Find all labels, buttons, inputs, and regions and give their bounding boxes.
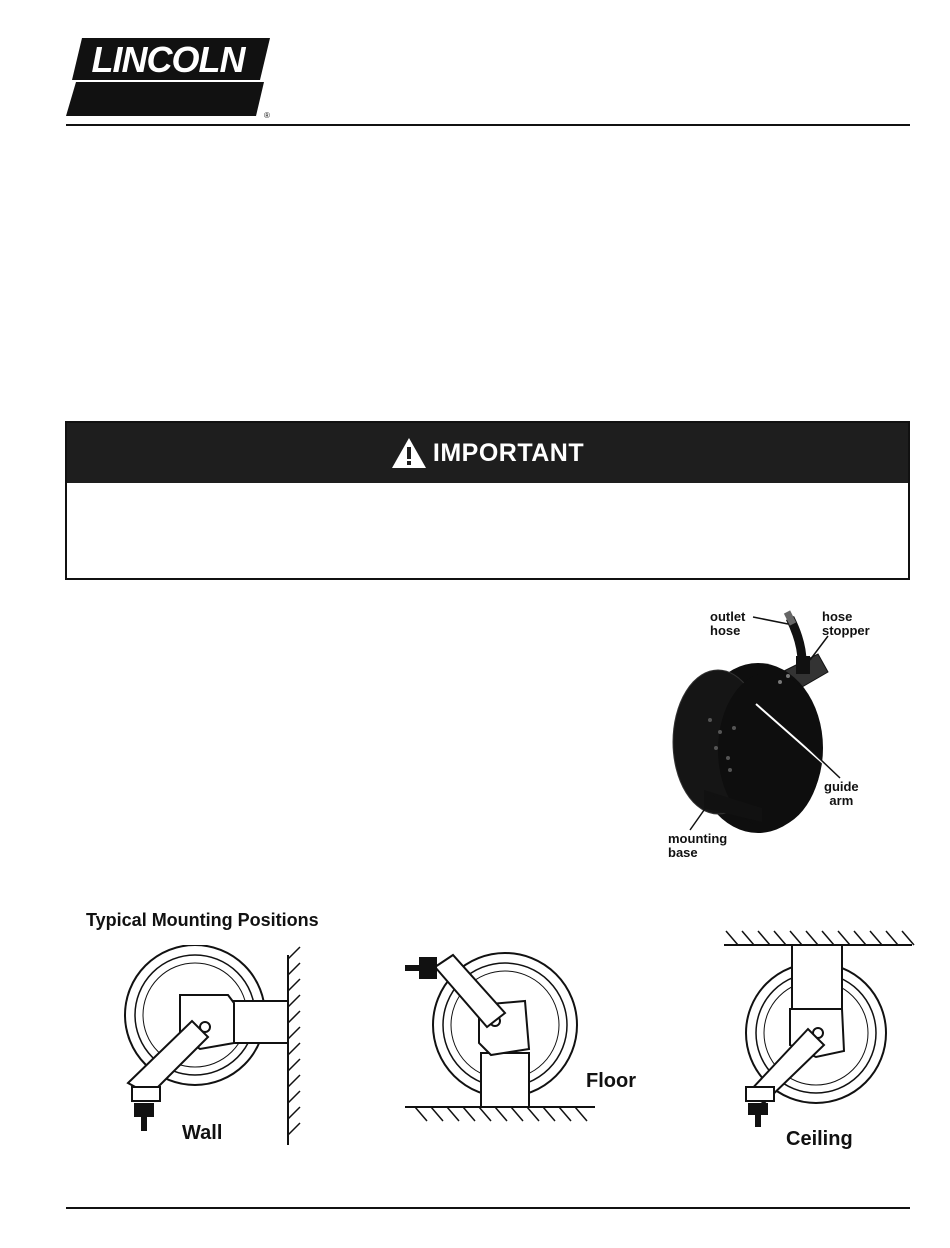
label-outlet-hose: outlet hose (710, 609, 746, 638)
registered-mark: ® (264, 111, 270, 120)
header-rule (66, 124, 910, 126)
label-guide-arm: guide arm (824, 779, 859, 808)
hose-reel-diagram (650, 600, 920, 870)
notice-title: IMPORTANT (432, 438, 585, 467)
wall-mount-diagram (110, 945, 310, 1145)
lincoln-logo (64, 36, 274, 120)
mounting-positions-heading: Typical Mounting Positions (86, 910, 319, 930)
notice-title-row (67, 423, 908, 483)
caption-ceiling: Ceiling (786, 1128, 853, 1150)
label-hose-stopper: hose stopper (822, 609, 870, 638)
ceiling-mount-diagram (720, 925, 920, 1130)
warning-triangle-icon (391, 437, 427, 469)
caption-wall: Wall (182, 1122, 223, 1144)
logo-text: LINCOLN (91, 39, 245, 80)
footer-rule (66, 1207, 910, 1209)
important-notice (65, 421, 910, 580)
label-mounting-base: mounting base (668, 831, 728, 860)
floor-mount-diagram (395, 945, 605, 1130)
caption-floor: Floor (586, 1070, 636, 1092)
